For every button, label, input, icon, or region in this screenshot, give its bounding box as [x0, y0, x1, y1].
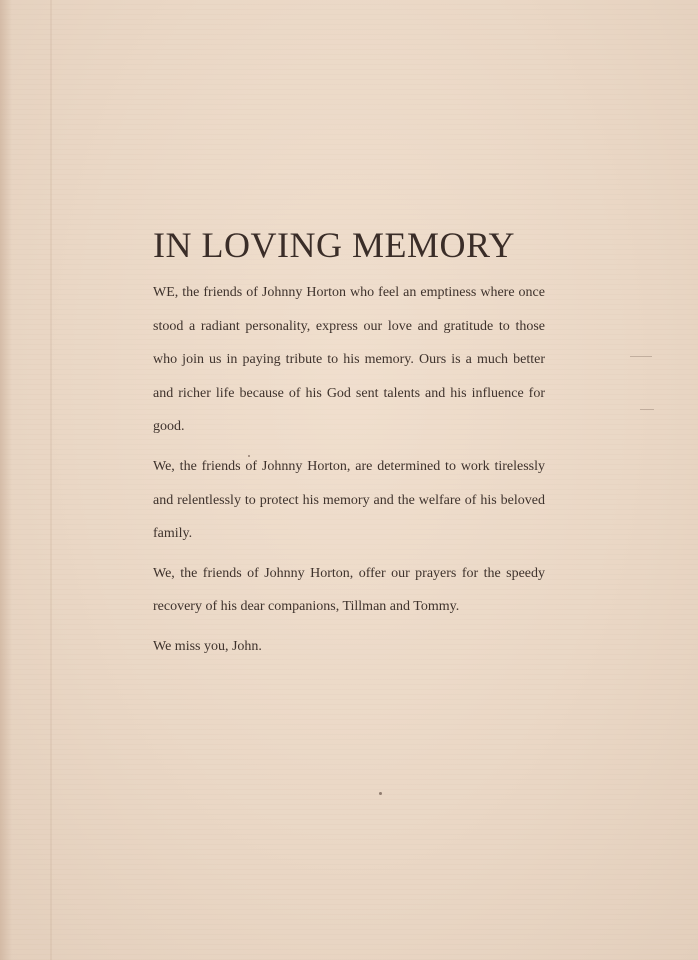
- paragraph-determination: We, the friends of Johnny Horton, are determined to work tirelessly and relentlessly to protect his memory and the welfare of his beloved family.: [153, 458, 545, 542]
- paper-speck: [379, 792, 382, 795]
- paragraph-prayers: We, the friends of Johnny Horton, offer our prayers for the speedy recovery of his dear companions, Tillman and Tommy.: [153, 565, 545, 615]
- memorial-notice: [153, 225, 545, 670]
- paper-fold-line: [50, 0, 52, 960]
- paragraph-closing: We miss you, John.: [153, 638, 262, 654]
- paper-speck: [248, 455, 250, 457]
- paper-mark: [630, 356, 652, 357]
- paragraph-tribute: WE, the friends of Johnny Horton who feel an emptiness where once stood a radiant personality, express our love and gratitude to those who join us in paying tribute to his memory. Ours is a much better and richer life because of his God sent talents and his influence for good.: [153, 285, 545, 435]
- paper-mark: [640, 409, 654, 410]
- page-left-edge: [0, 0, 12, 960]
- page-title: IN LOVING MEMORY: [153, 225, 515, 265]
